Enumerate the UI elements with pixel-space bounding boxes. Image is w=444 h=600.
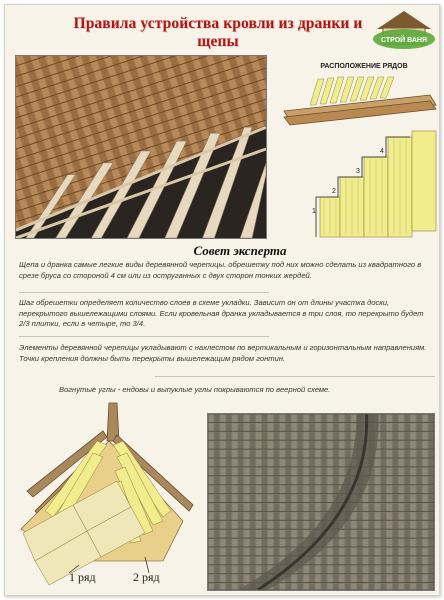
paragraph-1: Щепа и дранка самые легкие виды деревянной черепицы. обрешетку под них можно сделать из квадратного в срезе бруса со стороной 4 см или из оструганных с двух сторон тонких жердей. [19,260,422,280]
fan-pattern-diagram [13,401,203,591]
logo-text: СТРОЙ ВАНЯ [380,37,428,44]
step-label-3: 3 [356,168,360,175]
layers-steps-diagram [310,127,440,241]
valley-shingles-photo [207,413,435,591]
divider-3 [155,376,435,377]
step-label-1: 1 [312,208,316,215]
divider-1 [19,292,269,293]
rows-overlap-diagram [280,75,440,127]
brand-logo [371,9,437,53]
row-label-2: 2 ряд [133,570,160,584]
row-label-1: 1 ряд [69,570,96,584]
divider-2 [19,336,269,337]
paragraph-4: Вогнутые углы - ендовы и выпуклые углы покрываются по веерной схеме. [59,385,331,394]
page-title: Правила устройства кровли из дранки и щепы [73,15,363,50]
roof-lathing-photo [15,55,267,239]
paragraph-3: Элементы деревянной черепицы укладывают с нахлестом по вертикальным и горизонтальным направлениям. Точки крепления должны быть перекрыты вышележащим рядом гонтин. [19,343,427,363]
page-sheet [4,4,440,596]
paragraph-2: Шаг обрешетки определяет количество слоев в схеме укладки. Зависит он от длины участка доски, перекрытого вышележащими слоями. Если кровельная дранка укладывается в три слоя, то перекрыто будет 2/3 плитки, если в четыре, то 3/4. [19,298,424,329]
step-label-2: 2 [332,188,336,195]
expert-heading: Совет эксперта [193,243,287,258]
step-label-4: 4 [380,148,384,155]
rows-arrangement-caption: РАСПОЛОЖЕНИЕ РЯДОВ [320,63,408,70]
